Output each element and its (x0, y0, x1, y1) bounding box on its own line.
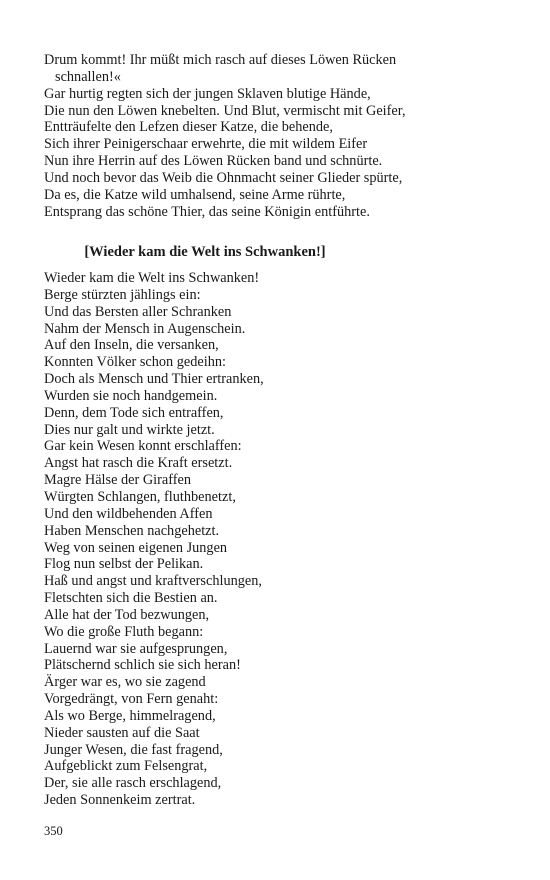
poem-line: Dies nur galt und wirkte jetzt. (44, 421, 215, 438)
text-line: Entträufelte den Lefzen dieser Katze, die behende, (44, 119, 333, 136)
prose-stanza (44, 52, 406, 220)
poem-line: Und das Bersten aller Schranken (44, 303, 232, 320)
text-line: Entsprang das schöne Thier, das seine Königin entführte. (44, 203, 370, 220)
poem-line: Wieder kam die Welt ins Schwanken! (44, 270, 260, 286)
poem-line: Wurden sie noch handgemein. (44, 387, 218, 404)
poem-line: Nahm der Mensch in Augenschein. (44, 320, 246, 337)
text-line: Gar hurtig regten sich der jungen Sklaven blutige Hände, (44, 85, 371, 102)
poem-line: Haß und angst und kraftverschlungen, (44, 573, 262, 590)
poem-line: Würgten Schlangen, fluthbenetzt, (44, 488, 236, 505)
poem-line: Lauernd war sie aufgesprungen, (44, 640, 228, 657)
text-line: Die nun den Löwen knebelten. Und Blut, vermischt mit Geifer, (44, 102, 406, 119)
poem-title: [Wieder kam die Welt ins Schwanken!] (84, 244, 326, 260)
text-line: Drum kommt! Ihr müßt mich rasch auf dieses Löwen Rücken (44, 52, 397, 68)
poem-line: Als wo Berge, himmelragend, (44, 707, 216, 724)
text-line: schnallen!« (55, 68, 121, 85)
poem-body (44, 270, 264, 809)
text-line: Nun ihre Herrin auf des Löwen Rücken band und schnürte. (44, 153, 383, 170)
poem-line: Flog nun selbst der Pelikan. (44, 556, 204, 573)
poem-line: Denn, dem Tode sich entraffen, (44, 404, 224, 421)
poem-line: Aufgeblickt zum Felsengrat, (44, 758, 208, 775)
poem-line: Und den wildbehenden Affen (44, 505, 213, 522)
poem-line: Wo die große Fluth begann: (44, 623, 204, 640)
poem-line: Jeden Sonnenkeim zertrat. (44, 792, 196, 809)
poem-line: Doch als Mensch und Thier ertranken, (44, 371, 264, 388)
poem-line: Fletschten sich die Bestien an. (44, 590, 218, 607)
page-number: 350 (44, 824, 63, 838)
poem-line: Plätschernd schlich sie sich heran! (44, 657, 241, 674)
poem-line: Junger Wesen, die fast fragend, (44, 741, 223, 758)
poem-line: Angst hat rasch die Kraft ersetzt. (44, 455, 233, 472)
poem-line: Vorgedrängt, von Fern genaht: (44, 691, 219, 708)
poem-line: Magre Hälse der Giraffen (44, 472, 192, 489)
poem-line: Haben Menschen nachgehetzt. (44, 522, 220, 539)
poem-line: Alle hat der Tod bezwungen, (44, 606, 210, 623)
poem-line: Der, sie alle rasch erschlagend, (44, 775, 222, 792)
poem-line: Ärger war es, wo sie zagend (44, 674, 206, 691)
text-line: Sich ihrer Peinigerschaar erwehrte, die mit wildem Eifer (44, 136, 368, 153)
poem-line: Nieder sausten auf die Saat (44, 724, 200, 741)
text-line: Da es, die Katze wild umhalsend, seine Arme rührte, (44, 186, 346, 203)
poem-line: Gar kein Wesen konnt erschlaffen: (44, 438, 242, 455)
poem-line: Weg von seinen eigenen Jungen (44, 539, 228, 556)
poem-line: Auf den Inseln, die versanken, (44, 337, 219, 354)
poem-line: Berge stürzten jählings ein: (44, 286, 201, 303)
poem-line: Konnten Völker schon gedeihn: (44, 354, 226, 371)
text-line: Und noch bevor das Weib die Ohnmacht seiner Glieder spürte, (44, 169, 403, 186)
